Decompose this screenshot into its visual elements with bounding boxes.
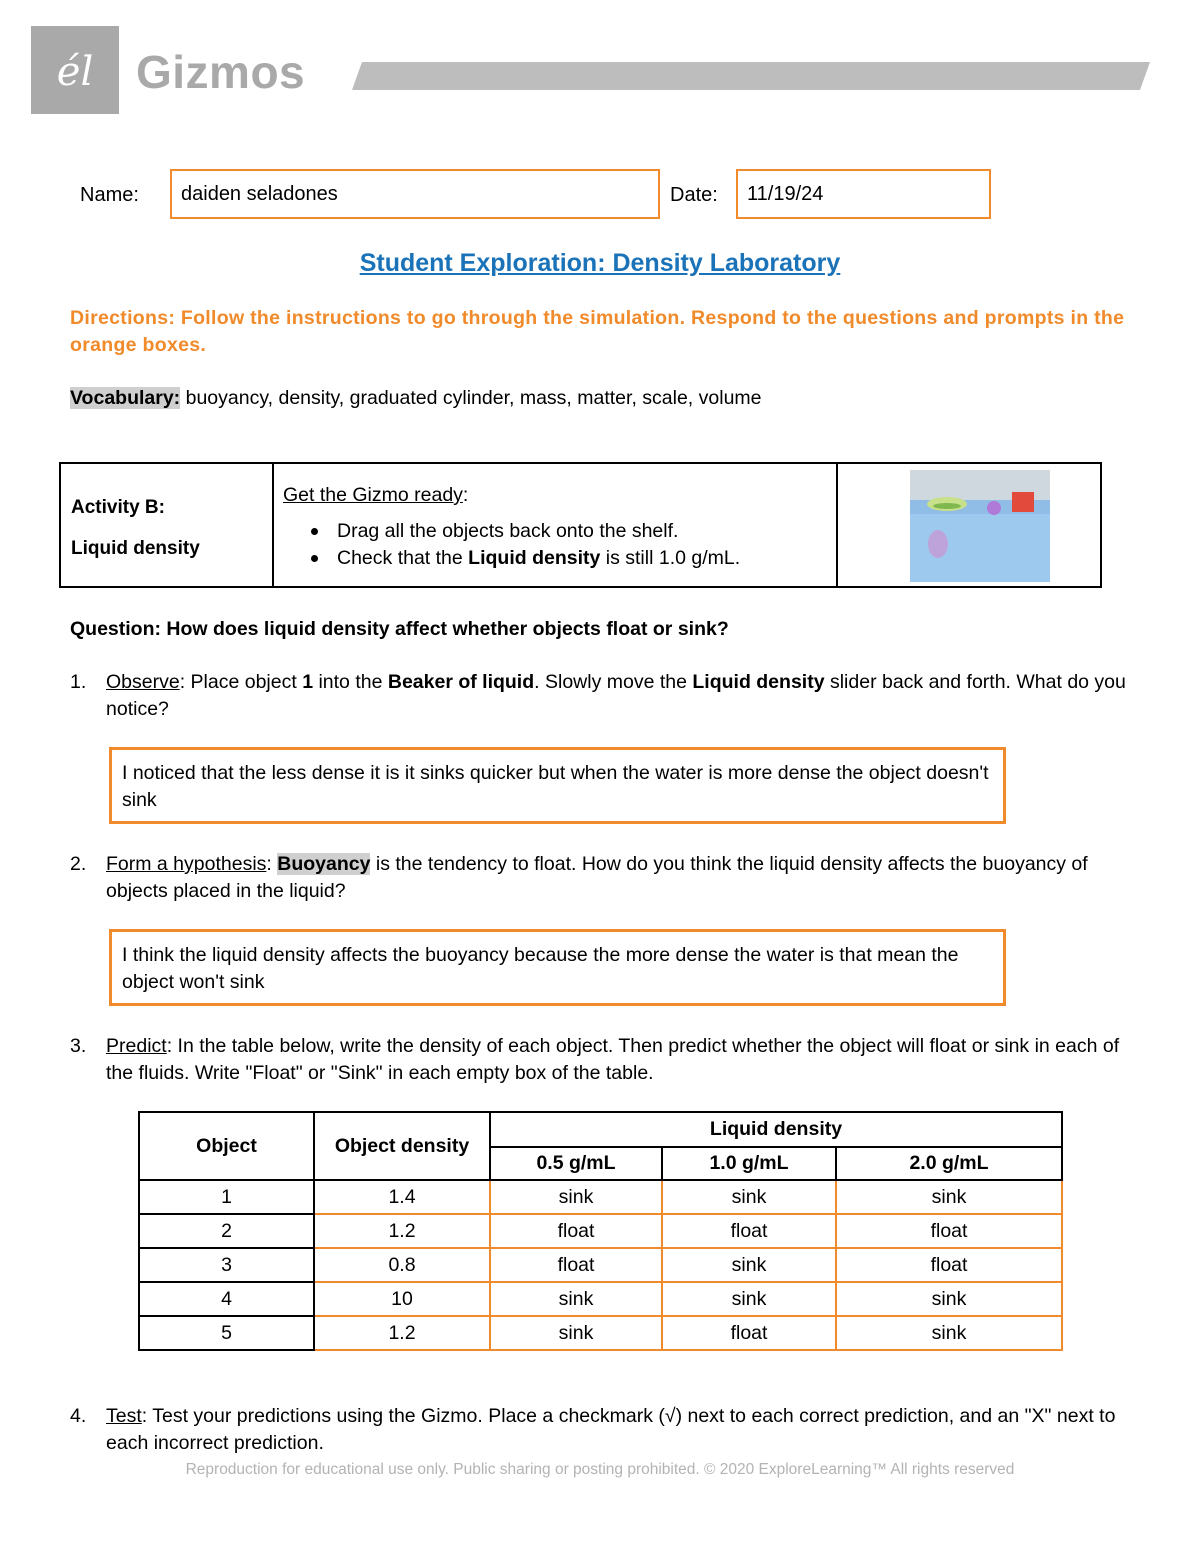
activity-image-cell [836, 464, 1102, 586]
activity-subtitle: Liquid density [71, 538, 200, 559]
cell-density[interactable]: 1.2 [314, 1214, 490, 1248]
vocabulary [70, 385, 762, 411]
date-value: 11/19/24 [747, 182, 824, 205]
beaker-simulation-thumbnail [910, 470, 1050, 582]
table-row [139, 1282, 1062, 1316]
name-field[interactable] [170, 169, 660, 219]
header-liquid-density: Liquid density [490, 1112, 1062, 1147]
cell-prediction[interactable]: sink [490, 1282, 662, 1316]
cell-density[interactable]: 1.2 [314, 1316, 490, 1350]
name-label: Name: [80, 184, 139, 206]
question-item-4: 4. Test: Test your predictions using the Gizmo. Place a checkmark (√) next to each correct prediction, and an "X" next to each incorrect prediction. [70, 1405, 1116, 1454]
list-item: Drag all the objects back onto the shelf. [283, 518, 740, 545]
copyright-footer: Reproduction for educational use only. Public sharing or posting prohibited. © 2020 ExploreLearning™ All rights reserved [185, 1461, 1015, 1478]
cell-prediction[interactable]: sink [836, 1316, 1062, 1350]
header-liquid-2-0: 2.0 g/mL [836, 1147, 1062, 1180]
cell-prediction[interactable]: sink [662, 1248, 836, 1282]
cell-prediction[interactable]: sink [836, 1180, 1062, 1214]
table-row [139, 1214, 1062, 1248]
answer-box-1[interactable]: I noticed that the less dense it is it sinks quicker but when the water is more dense the object doesn't sink [109, 747, 1006, 824]
cell-prediction[interactable]: float [490, 1248, 662, 1282]
cell-object: 2 [139, 1214, 314, 1248]
question-item-3: 3. Predict: In the table below, write the density of each object. Then predict whether the object will float or sink in each of the fluids. Write "Float" or "Sink" in each empty box of the table. [70, 1035, 1120, 1084]
cell-prediction[interactable]: sink [490, 1316, 662, 1350]
cell-prediction[interactable]: sink [662, 1282, 836, 1316]
activity-label-cell [61, 464, 274, 586]
cell-prediction[interactable]: float [490, 1214, 662, 1248]
activity-label: Activity B: [71, 497, 165, 518]
activity-instructions [283, 518, 740, 572]
explorelearning-logo-icon [31, 26, 119, 114]
question-item-1: 1. Observe: Place object 1 into the Beaker of liquid. Slowly move the Liquid density slider back and forth. What do you notice? [70, 671, 1126, 720]
name-value: daiden seladones [181, 182, 338, 205]
page-title: Student Exploration: Density Laboratory [359, 249, 841, 277]
table-row [139, 1180, 1062, 1214]
header-object-density: Object density [314, 1112, 490, 1180]
cell-object: 1 [139, 1180, 314, 1214]
svg-text:él: él [56, 49, 94, 95]
date-label: Date: [670, 184, 718, 206]
cell-object: 5 [139, 1316, 314, 1350]
vocabulary-label: Vocabulary: [70, 387, 181, 409]
cell-density[interactable]: 10 [314, 1282, 490, 1316]
header-liquid-0-5: 0.5 g/mL [490, 1147, 662, 1180]
cell-object: 3 [139, 1248, 314, 1282]
header-object: Object [139, 1112, 314, 1180]
cell-density[interactable]: 1.4 [314, 1180, 490, 1214]
cell-prediction[interactable]: sink [836, 1282, 1062, 1316]
list-item: Check that the Liquid density is still 1.0 g/mL. [283, 545, 740, 572]
cell-object: 4 [139, 1282, 314, 1316]
gizmo-ready-heading: Get the Gizmo ready: [283, 484, 469, 506]
header-liquid-1-0: 1.0 g/mL [662, 1147, 836, 1180]
date-field[interactable] [736, 169, 991, 219]
cell-prediction[interactable]: float [662, 1316, 836, 1350]
cell-prediction[interactable]: sink [490, 1180, 662, 1214]
cell-prediction[interactable]: float [836, 1214, 1062, 1248]
table-row [139, 1316, 1062, 1350]
activity-box [59, 462, 1102, 588]
table-row [139, 1248, 1062, 1282]
question-item-2: 2. Form a hypothesis: Buoyancy is the tendency to float. How do you think the liquid density affects the buoyancy of objects placed in the liquid? [70, 853, 1088, 902]
header-bar [352, 62, 1150, 90]
prediction-table [138, 1111, 1063, 1351]
question-heading: Question: How does liquid density affect whether objects float or sink? [70, 618, 729, 640]
cell-density[interactable]: 0.8 [314, 1248, 490, 1282]
directions-text: Directions: Follow the instructions to go through the simulation. Respond to the questions and prompts in the orange boxes. [70, 307, 1125, 356]
cell-prediction[interactable]: float [662, 1214, 836, 1248]
brand-name: Gizmos [136, 46, 306, 98]
answer-box-2[interactable]: I think the liquid density affects the buoyancy because the more dense the water is that mean the object won't sink [109, 929, 1006, 1006]
cell-prediction[interactable]: sink [662, 1180, 836, 1214]
vocabulary-terms: buoyancy, density, graduated cylinder, mass, matter, scale, volume [180, 387, 762, 409]
cell-prediction[interactable]: float [836, 1248, 1062, 1282]
